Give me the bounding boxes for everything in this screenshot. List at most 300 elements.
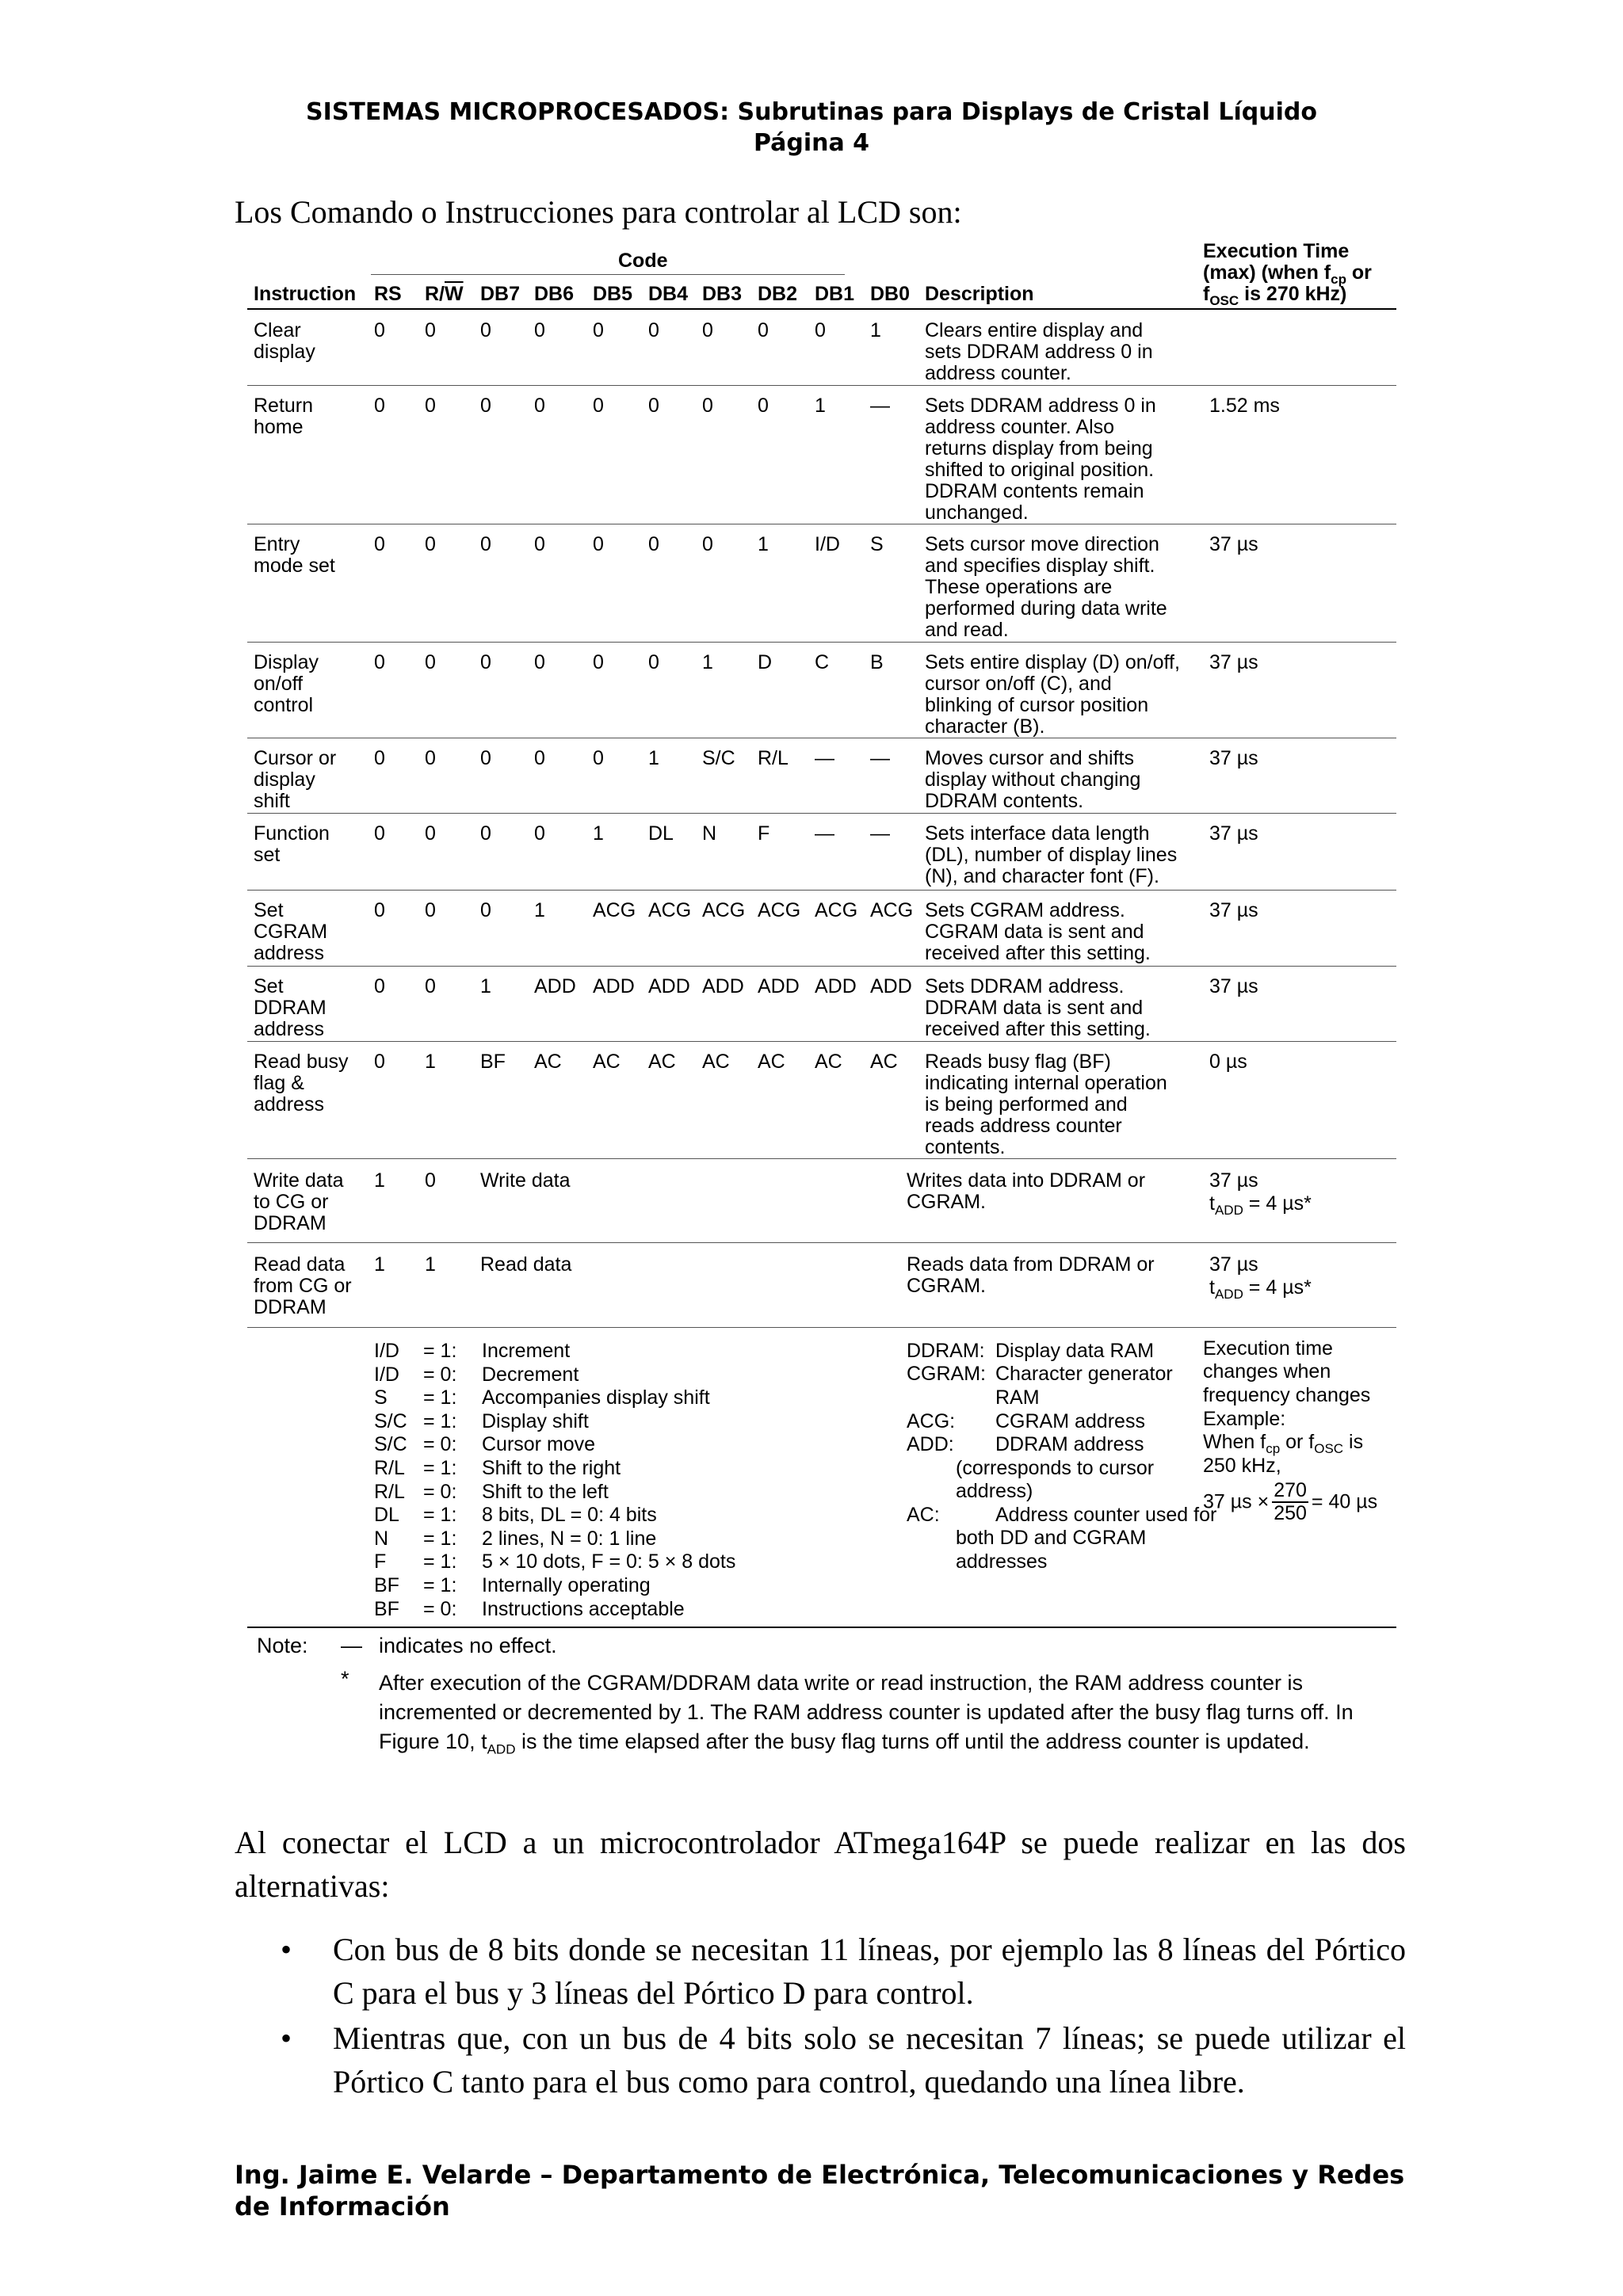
- row-instruction: [254, 1051, 349, 1116]
- row-db: 0: [593, 319, 604, 341]
- write-row-description-line: Writes data into DDRAM or: [907, 1169, 1146, 1192]
- read-row-rule: [247, 1327, 1396, 1328]
- read-row-instruction-line: DDRAM: [254, 1296, 327, 1318]
- row-rw: 0: [425, 747, 436, 769]
- legend-key: I/D: [374, 1363, 399, 1386]
- page-header-title: SISTEMAS MICROPROCESADOS: Subrutinas para Displays de Cristal Líquido: [306, 98, 1317, 126]
- row-description: [925, 748, 1140, 812]
- row-db: 0: [534, 651, 545, 673]
- row-db: AC: [593, 1051, 621, 1073]
- row-description-line: reads address counter: [925, 1115, 1122, 1137]
- row-db: 0: [593, 395, 604, 417]
- abbrev-value: RAM: [995, 1386, 1040, 1409]
- read-row-tadd-part-b: = 4 µs*: [1243, 1276, 1312, 1299]
- row-rs: 0: [374, 651, 385, 673]
- legend-key: S/C: [374, 1409, 407, 1432]
- row-db: ADD: [534, 975, 576, 997]
- row-rs: 0: [374, 975, 385, 997]
- read-row-rw: 1: [425, 1253, 436, 1276]
- row-db: DL: [648, 822, 674, 845]
- abbrev-value: DDRAM address: [995, 1433, 1144, 1455]
- row-time: 37 µs: [1209, 899, 1258, 921]
- exec-note-when-sub: cp: [1266, 1441, 1281, 1456]
- intro-text: Los Comando o Instrucciones para controlar al LCD son:: [235, 194, 962, 230]
- row-instruction-line: address: [254, 942, 324, 964]
- row-rs: 0: [374, 822, 385, 845]
- row-rw: 0: [425, 651, 436, 673]
- row-description: [925, 395, 1156, 524]
- row-db: ACG: [870, 899, 914, 921]
- row-db: —: [870, 822, 890, 845]
- row-db: S: [870, 533, 884, 555]
- row-description-line: Moves cursor and shifts: [925, 747, 1134, 769]
- row-description-line: DDRAM contents remain: [925, 480, 1144, 502]
- row-instruction-line: Display: [254, 651, 319, 673]
- note-label: Note:: [257, 1634, 308, 1657]
- row-instruction-line: address: [254, 1093, 324, 1116]
- row-db: ACG: [758, 899, 801, 921]
- read-row-rs: 1: [374, 1253, 385, 1276]
- row-instruction: [254, 320, 315, 363]
- row-rule: [247, 1041, 1396, 1042]
- read-row-tadd-part-sub: ADD: [1214, 1287, 1243, 1302]
- row-rw: 0: [425, 822, 436, 845]
- row-db: —: [870, 395, 890, 417]
- row-description-line: (N), and character font (F).: [925, 865, 1159, 887]
- row-db: 0: [534, 533, 545, 555]
- row-db: —: [815, 747, 834, 769]
- row-db: AC: [702, 1051, 730, 1073]
- read-row-instruction: [254, 1254, 352, 1318]
- row-instruction-line: shift: [254, 790, 290, 812]
- read-row-description-line: Reads data from DDRAM or: [907, 1253, 1155, 1276]
- legend-key: F: [374, 1550, 387, 1573]
- formula-fraction: [1272, 1480, 1308, 1524]
- row-time: 37 µs: [1209, 822, 1258, 845]
- legend-eq: = 0:: [423, 1480, 457, 1503]
- header-exec-line3: [1203, 283, 1347, 308]
- row-description-line: performed during data write: [925, 597, 1167, 620]
- header-db: DB1: [815, 283, 855, 305]
- abbrev-value: Display data RAM: [995, 1340, 1155, 1362]
- row-db: 0: [648, 533, 659, 555]
- row-description-line: is being performed and: [925, 1093, 1128, 1116]
- row-instruction: [254, 395, 313, 438]
- row-description-line: display without changing: [925, 769, 1141, 791]
- row-db: AC: [758, 1051, 785, 1073]
- row-rule: [247, 1158, 1396, 1159]
- row-db: S/C: [702, 747, 735, 769]
- row-description: [925, 1051, 1167, 1158]
- row-db: ACG: [702, 899, 746, 921]
- row-db: 1: [648, 747, 659, 769]
- row-instruction: [254, 652, 319, 716]
- note-star-text-b: is the time elapsed after the busy flag turns off until the address counter is updated.: [515, 1730, 1310, 1753]
- row-db: 0: [758, 395, 769, 417]
- row-rw: 1: [425, 1051, 436, 1073]
- exec-note-line: Example:: [1203, 1408, 1286, 1430]
- row-description-line: and read.: [925, 619, 1009, 641]
- legend-value: Instructions acceptable: [482, 1597, 685, 1620]
- row-description-line: Sets DDRAM address.: [925, 975, 1125, 997]
- exec-fcp-sub: cp: [1331, 272, 1346, 287]
- row-db: ACG: [648, 899, 692, 921]
- row-rw: 0: [425, 319, 436, 341]
- row-instruction-line: display: [254, 769, 315, 791]
- row-description-line: contents.: [925, 1136, 1006, 1158]
- header-exec-time: Execution Time: [1203, 240, 1350, 262]
- bullet-text: Mientras que, con un bus de 4 bits solo se necesitan 7 líneas; se puede utilizar el Pórtico C tanto para el bus como para control, quedando una línea libre.: [333, 2020, 1406, 2100]
- legend-value: Shift to the left: [482, 1480, 609, 1503]
- exec-note-line: frequency changes: [1203, 1384, 1371, 1406]
- header-description: Description: [925, 283, 1034, 305]
- legend-eq: = 0:: [423, 1363, 457, 1386]
- row-db: 0: [534, 747, 545, 769]
- row-instruction-line: Function: [254, 822, 330, 845]
- row-instruction-line: mode set: [254, 555, 335, 577]
- write-row-description-line: CGRAM.: [907, 1191, 986, 1213]
- legend-eq: = 1:: [423, 1527, 457, 1550]
- header-db: DB7: [480, 283, 521, 305]
- legend-value: 2 lines, N = 0: 1 line: [482, 1527, 657, 1550]
- write-row-code: Write data: [480, 1169, 571, 1192]
- legend-value: Internally operating: [482, 1574, 651, 1596]
- legend-eq: = 0:: [423, 1433, 457, 1456]
- row-db: ADD: [815, 975, 857, 997]
- row-description: [925, 976, 1151, 1040]
- legend-eq: = 1:: [423, 1340, 457, 1362]
- lcd-instruction-table: [247, 235, 1396, 1757]
- row-instruction-line: on/off: [254, 673, 304, 695]
- legend-value: Display shift: [482, 1409, 589, 1432]
- row-db: ACG: [815, 899, 858, 921]
- row-instruction: [254, 823, 330, 866]
- legend-eq: = 1:: [423, 1574, 457, 1596]
- row-instruction-line: home: [254, 416, 304, 438]
- header-rs: RS: [374, 283, 402, 305]
- read-row-description: [907, 1254, 1155, 1297]
- header-db: DB3: [702, 283, 743, 305]
- header-db: DB0: [870, 283, 911, 305]
- row-rs: 0: [374, 319, 385, 341]
- legend-eq: = 1:: [423, 1550, 457, 1573]
- abbrev-key: DDRAM:: [907, 1340, 985, 1362]
- row-db: 1: [702, 651, 713, 673]
- legend-key: DL: [374, 1504, 399, 1527]
- row-db: 0: [648, 395, 659, 417]
- row-db: 0: [480, 899, 491, 921]
- row-description-line: (DL), number of display lines: [925, 844, 1178, 866]
- row-instruction-line: Set: [254, 975, 284, 997]
- exec-note-line: changes when: [1203, 1360, 1331, 1383]
- exec-fcp-a: (max) (when f: [1203, 261, 1331, 284]
- row-rule: [247, 966, 1396, 967]
- row-rule: [247, 385, 1396, 386]
- write-row-tadd: [1209, 1192, 1312, 1218]
- row-description-line: DDRAM data is sent and: [925, 997, 1144, 1019]
- row-description-line: Sets entire display (D) on/off,: [925, 651, 1180, 673]
- bullet-dot: •: [281, 2020, 292, 2056]
- legend-eq: = 1:: [423, 1504, 457, 1527]
- read-row-instruction-line: from CG or: [254, 1275, 352, 1297]
- row-db: 0: [702, 395, 713, 417]
- formula-numerator: 270: [1274, 1479, 1307, 1501]
- bullet-dot: •: [281, 1932, 292, 1967]
- row-description-line: character (B).: [925, 715, 1045, 738]
- abbrev-key: AC:: [907, 1504, 940, 1526]
- read-row-code: Read data: [480, 1253, 572, 1276]
- read-row-time: 37 µs: [1209, 1253, 1258, 1276]
- note-dash-text: indicates no effect.: [379, 1634, 557, 1657]
- row-db: 1: [758, 533, 769, 555]
- row-time: 1.52 ms: [1209, 395, 1280, 417]
- legend-key: I/D: [374, 1340, 399, 1362]
- row-db: AC: [534, 1051, 562, 1073]
- legend-value: 5 × 10 dots, F = 0: 5 × 8 dots: [482, 1550, 736, 1573]
- row-description-line: CGRAM data is sent and: [925, 921, 1144, 943]
- legend-key: N: [374, 1527, 389, 1550]
- row-description-line: Sets DDRAM address 0 in: [925, 395, 1156, 417]
- row-description-line: received after this setting.: [925, 1018, 1151, 1040]
- row-db: 0: [480, 319, 491, 341]
- row-db: 0: [534, 319, 545, 341]
- row-db: AC: [815, 1051, 842, 1073]
- header-rw-r: R/: [425, 283, 445, 305]
- row-instruction-line: Return: [254, 395, 314, 417]
- row-rule: [247, 642, 1396, 643]
- row-time: 37 µs: [1209, 533, 1258, 555]
- row-description-line: shifted to original position.: [925, 459, 1155, 481]
- formula-denominator: 250: [1274, 1502, 1307, 1524]
- exec-note-line: 250 kHz,: [1203, 1455, 1281, 1477]
- row-db: —: [815, 822, 834, 845]
- read-row-instruction-line: Read data: [254, 1253, 346, 1276]
- row-rule: [247, 813, 1396, 814]
- table-bottom-rule: [247, 1627, 1396, 1628]
- bullet-text: Con bus de 8 bits donde se necesitan 11 líneas, por ejemplo las 8 líneas del Pórtico C para el bus y 3 líneas del Pórtico D para control.: [333, 1932, 1406, 2011]
- write-row-tadd-part-a: t: [1209, 1192, 1215, 1215]
- legend-value: Accompanies display shift: [482, 1386, 710, 1409]
- write-row-instruction-line: Write data: [254, 1169, 344, 1192]
- write-row-rs: 1: [374, 1169, 385, 1192]
- row-db: C: [815, 651, 830, 673]
- row-db: 0: [815, 319, 826, 341]
- row-instruction-line: display: [254, 341, 315, 363]
- exec-fcp-b: or: [1346, 261, 1372, 284]
- abbrev-value: Address counter used for: [995, 1504, 1217, 1526]
- legend-eq: = 0:: [423, 1597, 457, 1620]
- row-description-line: blinking of cursor position: [925, 694, 1149, 716]
- row-db: R/L: [758, 747, 789, 769]
- row-rw: 0: [425, 533, 436, 555]
- abbrev-value: addresses: [956, 1550, 1048, 1573]
- exec-note-when-c: is: [1343, 1431, 1364, 1453]
- row-db: 0: [593, 747, 604, 769]
- note-star-sub: ADD: [487, 1741, 516, 1757]
- exec-note-when: [1203, 1431, 1364, 1456]
- row-instruction-line: DDRAM: [254, 997, 327, 1019]
- row-db: 0: [480, 651, 491, 673]
- row-description-line: sets DDRAM address 0 in: [925, 341, 1153, 363]
- row-db: 0: [648, 651, 659, 673]
- abbrev-value: (corresponds to cursor: [956, 1457, 1155, 1479]
- row-db: ADD: [702, 975, 744, 997]
- write-row-instruction-line: to CG or: [254, 1191, 329, 1213]
- row-rw: 0: [425, 899, 436, 921]
- legend-value: Decrement: [482, 1363, 579, 1386]
- row-description-line: Reads busy flag (BF): [925, 1051, 1111, 1073]
- row-rule: [247, 890, 1396, 891]
- row-db: 0: [593, 651, 604, 673]
- write-row-tadd-part-sub: ADD: [1214, 1203, 1243, 1218]
- formula-pre: 37 µs ×: [1203, 1490, 1270, 1513]
- write-row-instruction-line: DDRAM: [254, 1212, 327, 1234]
- row-time: 37 µs: [1209, 975, 1258, 997]
- row-time: 37 µs: [1209, 651, 1258, 673]
- exec-note-when-b: or f: [1280, 1431, 1315, 1453]
- abbrev-value: both DD and CGRAM: [956, 1527, 1147, 1549]
- row-db: 0: [648, 319, 659, 341]
- code-span-rule: [371, 274, 845, 275]
- row-db: 1: [534, 899, 545, 921]
- row-db: ADD: [593, 975, 635, 997]
- write-row-rw: 0: [425, 1169, 436, 1192]
- row-description-line: indicating internal operation: [925, 1072, 1167, 1094]
- read-row-tadd: [1209, 1276, 1312, 1302]
- formula-post: = 40 µs: [1311, 1490, 1378, 1513]
- row-instruction-line: Cursor or: [254, 747, 337, 769]
- row-description-line: Sets CGRAM address.: [925, 899, 1125, 921]
- row-description-line: Sets interface data length: [925, 822, 1150, 845]
- row-db: —: [870, 747, 890, 769]
- row-description-line: DDRAM contents.: [925, 790, 1084, 812]
- row-db: B: [870, 651, 884, 673]
- abbrev-value: Character generator: [995, 1363, 1173, 1385]
- note-star-text: [379, 1669, 1401, 1756]
- legend-key: R/L: [374, 1457, 405, 1479]
- row-instruction-line: control: [254, 694, 314, 716]
- row-instruction-line: set: [254, 844, 281, 866]
- row-db: AC: [870, 1051, 898, 1073]
- exec-fosc-b: is 270 kHz): [1239, 283, 1347, 305]
- row-description: [925, 534, 1167, 641]
- write-row-time: 37 µs: [1209, 1169, 1258, 1192]
- row-rs: 0: [374, 533, 385, 555]
- row-time: 0 µs: [1209, 1051, 1247, 1073]
- row-instruction-line: address: [254, 1018, 324, 1040]
- read-row-description-line: CGRAM.: [907, 1275, 986, 1297]
- row-instruction-line: Entry: [254, 533, 300, 555]
- row-rw: 0: [425, 975, 436, 997]
- row-db: 0: [480, 395, 491, 417]
- abbrev-key: ACG:: [907, 1410, 956, 1432]
- row-db: 0: [758, 319, 769, 341]
- row-db: 0: [702, 319, 713, 341]
- page-footer: Ing. Jaime E. Velarde – Departamento de Electrónica, Telecomunicaciones y Redes de Información: [235, 2160, 1405, 2222]
- row-instruction-line: Set: [254, 899, 284, 921]
- row-rs: 0: [374, 899, 385, 921]
- header-db: DB2: [758, 283, 798, 305]
- row-rw: 0: [425, 395, 436, 417]
- read-row-tadd-part-a: t: [1209, 1276, 1215, 1299]
- abbrev-key: ADD:: [907, 1433, 954, 1455]
- row-db: 1: [815, 395, 826, 417]
- page-number: Página 4: [753, 129, 870, 157]
- header-db: DB4: [648, 283, 689, 305]
- row-instruction-line: Read busy: [254, 1051, 349, 1073]
- row-rs: 0: [374, 395, 385, 417]
- row-description: [925, 652, 1180, 738]
- row-db: 0: [480, 533, 491, 555]
- legend-value: 8 bits, DL = 0: 4 bits: [482, 1504, 657, 1527]
- header-db: DB6: [534, 283, 575, 305]
- exec-fosc-a: f: [1203, 283, 1210, 305]
- header-rw-w: $\overline{W}$: [445, 283, 464, 305]
- legend-key: BF: [374, 1574, 399, 1596]
- abbrev-value: address): [956, 1480, 1033, 1502]
- row-instruction-line: CGRAM: [254, 921, 328, 943]
- row-instruction: [254, 976, 327, 1040]
- row-description-line: address counter.: [925, 362, 1071, 384]
- row-db: AC: [648, 1051, 676, 1073]
- row-description-line: received after this setting.: [925, 942, 1151, 964]
- note-star: *: [341, 1667, 349, 1691]
- row-time: 37 µs: [1209, 747, 1258, 769]
- row-db: 0: [593, 533, 604, 555]
- row-instruction: [254, 534, 335, 577]
- row-instruction-line: flag &: [254, 1072, 304, 1094]
- row-description-line: Sets cursor move direction: [925, 533, 1159, 555]
- abbrev-key: CGRAM:: [907, 1363, 986, 1385]
- row-db: I/D: [815, 533, 840, 555]
- row-db: 0: [534, 822, 545, 845]
- row-db: BF: [480, 1051, 506, 1073]
- abbrev-value: CGRAM address: [995, 1410, 1145, 1432]
- header-code: Code: [618, 250, 668, 272]
- paragraph: Al conectar el LCD a un microcontrolador ATmega164P se puede realizar en las dos alternativas:: [235, 1825, 1406, 1904]
- row-db: ACG: [593, 899, 636, 921]
- row-db: N: [702, 822, 717, 845]
- row-description: [925, 900, 1151, 964]
- exec-note-formula: [1203, 1480, 1377, 1524]
- row-db: ADD: [870, 975, 912, 997]
- exec-note-when-a: When f: [1203, 1431, 1266, 1453]
- exec-fosc-sub: OSC: [1209, 293, 1239, 308]
- header-instruction: Instruction: [254, 283, 357, 305]
- row-db: 0: [702, 533, 713, 555]
- row-db: 1: [480, 975, 491, 997]
- exec-note-when-sub: OSC: [1314, 1441, 1344, 1456]
- row-db: 0: [534, 395, 545, 417]
- write-row-tadd-part-b: = 4 µs*: [1243, 1192, 1312, 1215]
- header-exec-line2: [1203, 261, 1372, 287]
- row-instruction: [254, 900, 327, 964]
- row-description: [925, 320, 1153, 384]
- legend-value: Cursor move: [482, 1433, 596, 1456]
- row-db: 1: [593, 822, 604, 845]
- row-description-line: cursor on/off (C), and: [925, 673, 1112, 695]
- row-instruction-line: Clear: [254, 319, 301, 341]
- exec-note-line: Execution time: [1203, 1337, 1333, 1360]
- row-db: 0: [480, 747, 491, 769]
- note-star-text-a: After execution of the CGRAM/DDRAM data write or read instruction, the RAM address counter is incremented or decremented by 1. The RAM address counter is updated after the busy flag turns off. In Figure 10, t: [379, 1671, 1354, 1753]
- header-rw: [425, 284, 464, 305]
- legend-key: R/L: [374, 1480, 405, 1503]
- note-dash: —: [341, 1634, 362, 1657]
- legend-eq: = 1:: [423, 1386, 457, 1409]
- row-db: 0: [480, 822, 491, 845]
- row-description-line: unchanged.: [925, 502, 1029, 524]
